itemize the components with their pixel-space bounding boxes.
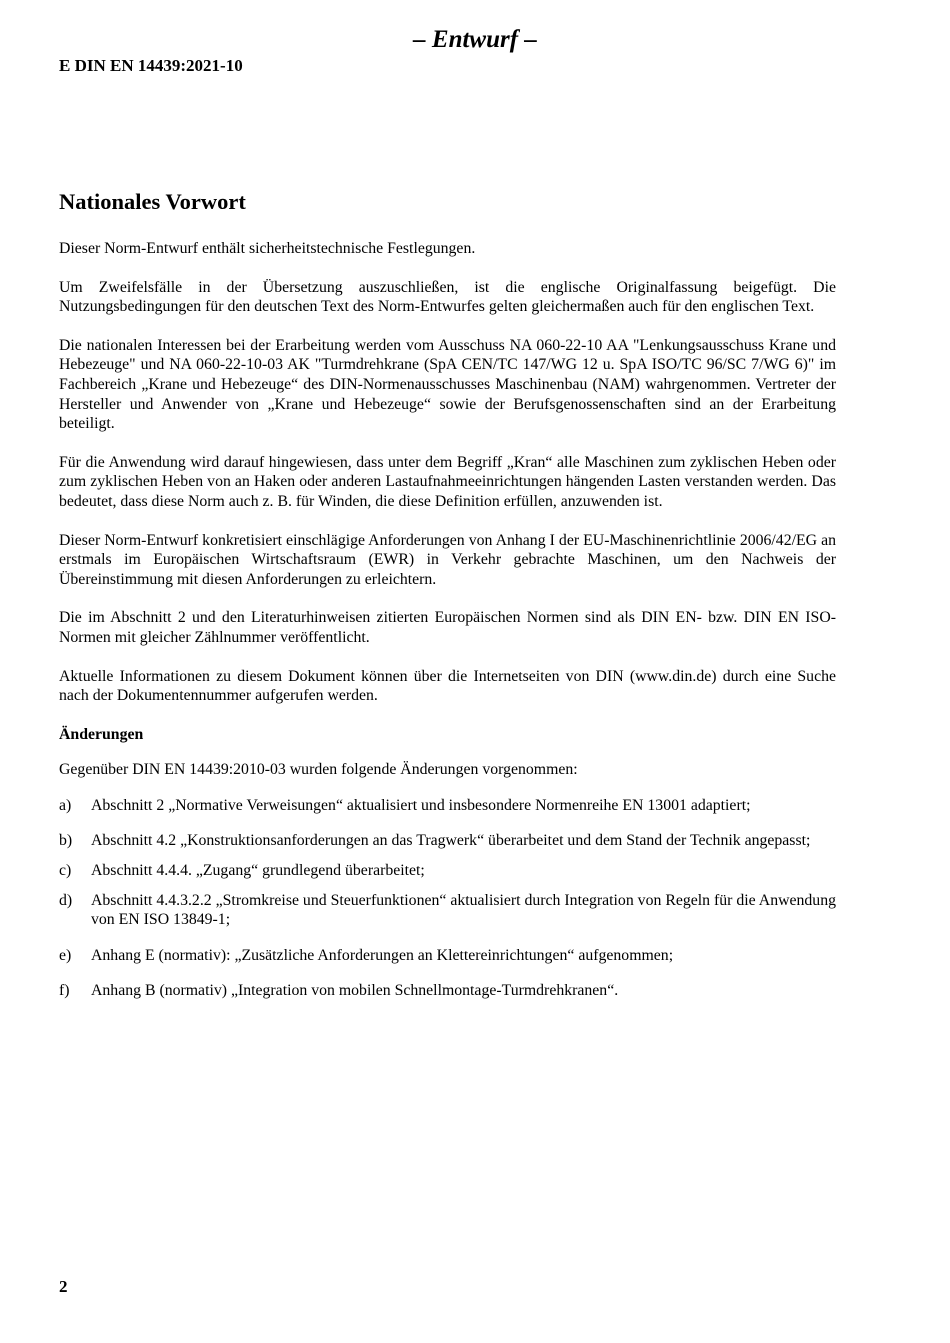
paragraph: Aktuelle Informationen zu diesem Dokument können über die Internetseiten von DIN (www.din.de) durch eine Suche nach der Dokumentennummer aufgerufen werden. [59,667,836,705]
paragraph: Die im Abschnitt 2 und den Literaturhinweisen zitierten Europäischen Normen sind als DIN EN- bzw. DIN EN ISO-Normen mit gleicher Zählnummer veröffentlicht. [59,609,836,646]
paragraph: Dieser Norm-Entwurf enthält sicherheitstechnische Festlegungen. [59,240,476,257]
paragraph: Um Zweifelsfälle in der Übersetzung auszuschließen, ist die englische Originalfassung beigefügt. Die Nutzungsbedingungen für den deutschen Text des Norm-Entwurfes gelten gleichermaßen auch für den englischen Text. [59,278,836,316]
paragraph: Dieser Norm-Entwurf konkretisiert einschlägige Anforderungen von Anhang I der EU-Maschinenrichtlinie 2006/42/EG an erstmals im Europäischen Wirtschaftsraum (EWR) in Verkehr gebrachte Maschinen, um den Nachweis der Übereinstimmung mit diesen Anforderungen zu erleichtern. [59,531,836,588]
changes-intro: Gegenüber DIN EN 14439:2010-03 wurden folgende Änderungen vorgenommen: [59,761,578,779]
changes-list [59,796,836,1001]
section-title: Nationales Vorwort [59,189,246,214]
document-id: E DIN EN 14439:2021-10 [59,56,243,75]
list-item [59,861,836,881]
changes-heading: Änderungen [59,725,144,743]
list-marker: a) [59,796,72,814]
list-item [59,946,836,966]
list-item-text: Anhang B (normativ) „Integration von mobilen Schnellmontage-Turmdrehkranen“. [91,982,619,1000]
list-item [59,796,836,816]
list-marker: c) [59,862,72,880]
list-item-text: Anhang E (normativ): „Zusätzliche Anforderungen an Klettereinrichtungen“ aufgenommen; [91,946,674,964]
list-item [59,981,836,1001]
paragraph: Die nationalen Interessen bei der Erarbeitung werden vom Ausschuss NA 060-22-10 AA "Lenkungsausschuss Krane und Hebezeuge" und NA 060-22-10-03 AK "Turmdrehkrane (SpA CEN/TC 147/WG 12 u. SpA ISO/TC 96/SC 7/WG 6)" im Fachbereich „Krane und Hebezeuge“ des DIN-Normenausschusses Maschinenbau (NAM) wahrgenommen. Vertreter der Hersteller und Anwender von „Krane und Hebezeuge“ sowie der Berufsgenossenschaften sind an der Erarbeitung beteiligt. [59,336,836,433]
list-item-text: Abschnitt 4.2 „Konstruktionsanforderungen an das Tragwerk“ überarbeitet und dem Stand der Technik angepasst; [91,832,811,850]
draft-mark: – Entwurf – [413,26,537,53]
page-content [59,186,836,1017]
list-marker: b) [59,832,73,850]
list-marker: f) [59,982,70,1000]
list-item-text: Abschnitt 2 „Normative Verweisungen“ aktualisiert und insbesondere Normenreihe EN 13001 adaptiert; [91,796,751,814]
list-item-text: Abschnitt 4.4.4. „Zugang“ grundlegend überarbeitet; [91,862,425,880]
paragraph: Für die Anwendung wird darauf hingewiesen, dass unter dem Begriff „Kran“ alle Maschinen zum zyklischen Heben oder zum zyklischen Heben von an Haken oder anderen Lastaufnahmeeinrichtungen hängenden Lasten verstanden werden. Das bedeutet, dass diese Norm auch z. B. für Winden, die diese Definition erfüllen, anzuwenden ist. [59,453,836,510]
list-item [59,891,836,930]
page-number: 2 [59,1277,68,1296]
list-marker: d) [59,891,73,909]
list-marker: e) [59,946,72,964]
list-item-text: Abschnitt 4.4.3.2.2 „Stromkreise und Steuerfunktionen“ aktualisiert durch Integration von Regeln für die Anwendung von EN ISO 13849-1; [91,891,836,929]
list-item [59,831,836,851]
